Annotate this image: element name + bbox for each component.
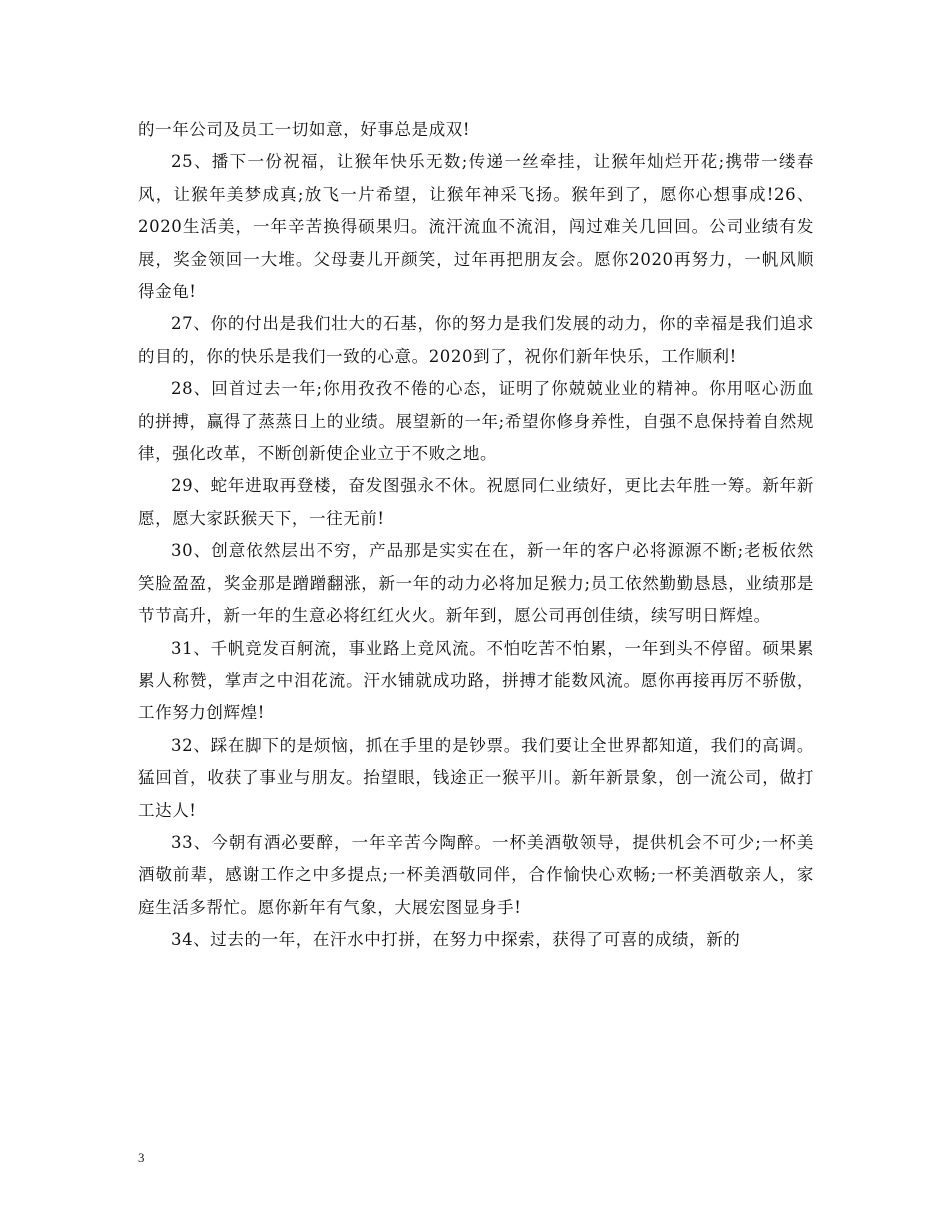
paragraph-33: 33、今朝有酒必要醉，一年辛苦今陶醉。一杯美酒敬领导，提供机会不可少;一杯美酒敬前辈，感谢工作之中多提点;一杯美酒敬同伴，合作愉快心欢畅;一杯美酒敬亲人，家庭生活多帮忙。愿你新年有气象，大展宏图显身手! — [138, 832, 814, 917]
paragraph-30: 30、创意依然层出不穷，产品那是实实在在，新一年的客户必将源源不断;老板依然笑脸盈盈，奖金那是蹭蹭翻涨，新一年的动力必将加足猴力;员工依然勤勤恳恳，业绩那是节节高升，新一年的生意必将红红火火。新年到，愿公司再创佳绩，续写明日辉煌。 — [138, 541, 814, 626]
page-number: 3 — [138, 1150, 145, 1165]
paragraph-34: 34、过去的一年，在汗水中打拼，在努力中探索，获得了可喜的成绩，新的 — [171, 930, 741, 950]
paragraph-27: 27、你的付出是我们壮大的石基，你的努力是我们发展的动力，你的幸福是我们追求的目的，你的快乐是我们一致的心意。2020到了，祝你们新年快乐，工作顺利! — [138, 314, 814, 366]
paragraph-31: 31、千帆竞发百舸流，事业路上竞风流。不怕吃苦不怕累，一年到头不停留。硕果累累人称赞，掌声之中泪花流。汗水铺就成功路，拼搏才能数风流。愿你再接再厉不骄傲，工作努力创辉煌! — [138, 638, 814, 723]
paragraph-29: 29、蛇年进取再登楼，奋发图强永不休。祝愿同仁业绩好，更比去年胜一筹。新年新愿，愿大家跃猴天下，一往无前! — [138, 476, 814, 528]
paragraph-28: 28、回首过去一年;你用孜孜不倦的心态，证明了你兢兢业业的精神。你用呕心沥血的拼搏，赢得了蒸蒸日上的业绩。展望新的一年;希望你修身养性，自强不息保持着自然规律，强化改革，不断创新使企业立于不败之地。 — [138, 379, 814, 464]
paragraph-25-26: 25、播下一份祝福，让猴年快乐无数;传递一丝牵挂，让猴年灿烂开花;携带一缕春风，让猴年美梦成真;放飞一片希望，让猴年神采飞扬。猴年到了，愿你心想事成!26、2020生活美，一年辛苦换得硕果归。流汗流血不流泪，闯过难关几回回。公司业绩有发展，奖金领回一大堆。父母妻儿开颜笑，过年再把朋友会。愿你2020再努力，一帆风顺得金龟! — [138, 152, 814, 302]
document-body — [138, 114, 814, 957]
paragraph-32: 32、踩在脚下的是烦恼，抓在手里的是钞票。我们要让全世界都知道，我们的高调。猛回首，收获了事业与朋友。抬望眼，钱途正一猴平川。新年新景象，创一流公司，做打工达人! — [138, 735, 814, 820]
paragraph-continuation: 的一年公司及员工一切如意，好事总是成双! — [138, 120, 471, 139]
